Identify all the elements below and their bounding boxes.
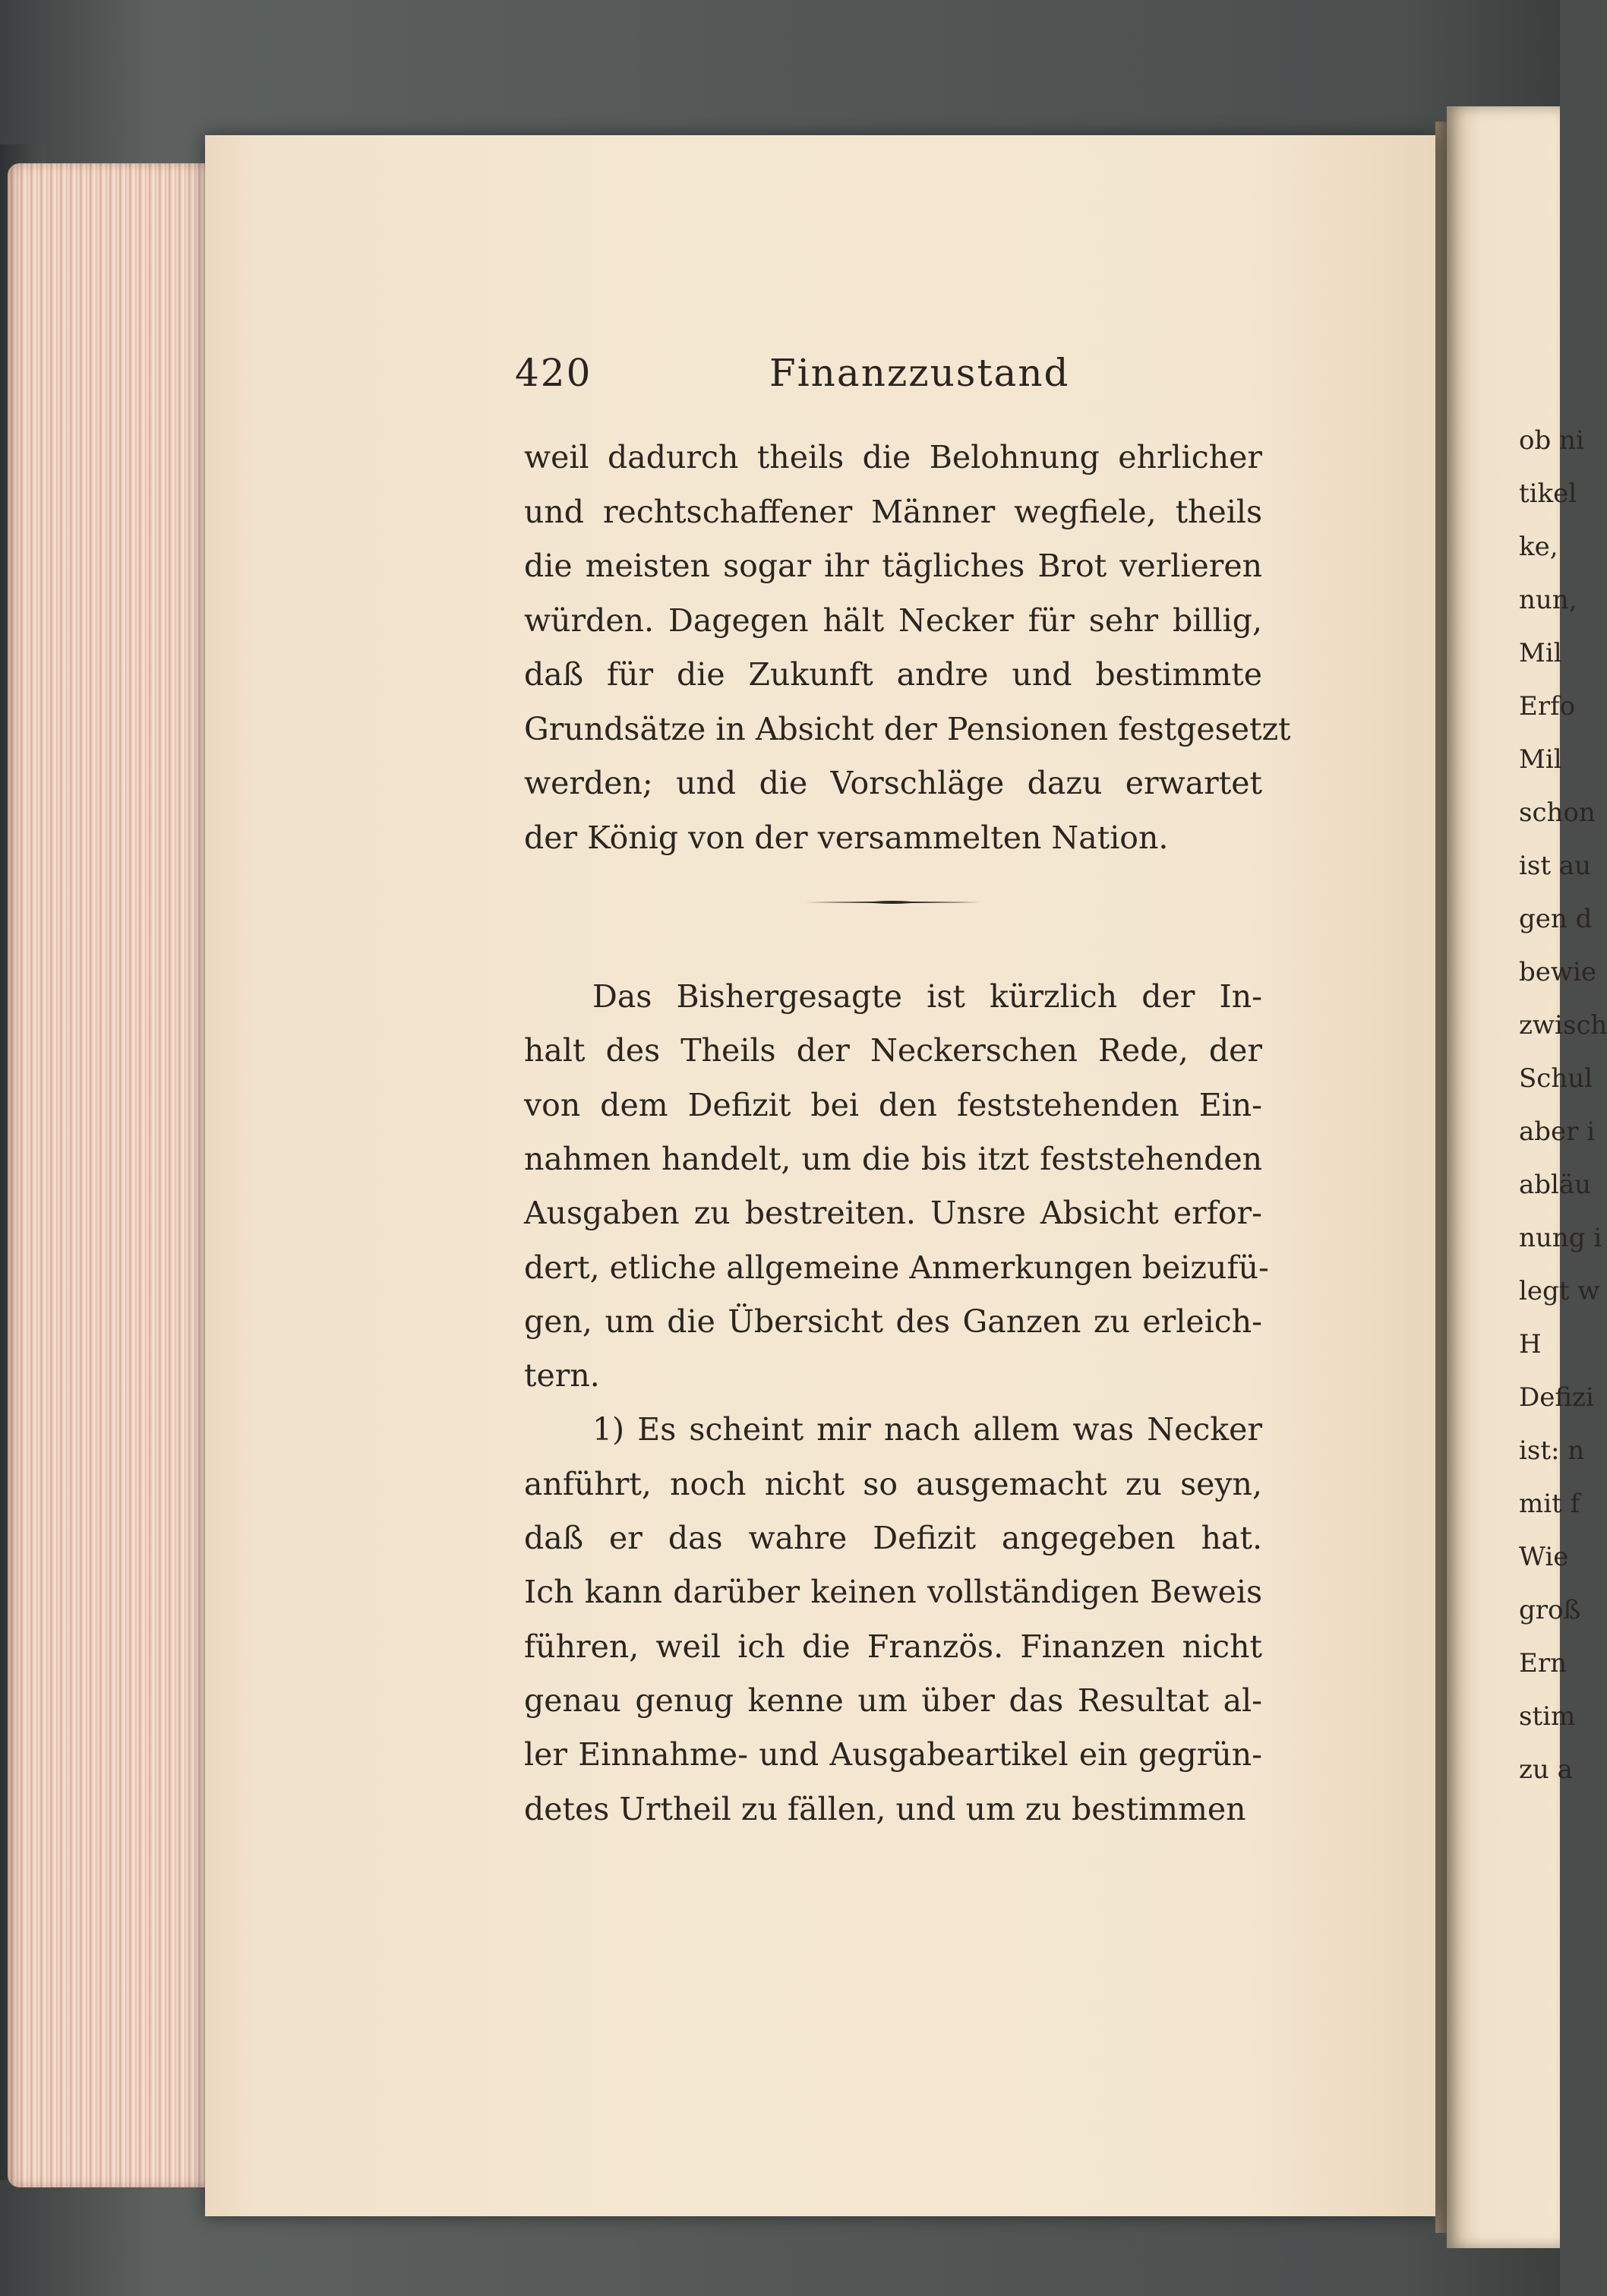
text-line: genau genug kenne um über das Resultat al- [524,1682,1262,1719]
facing-page-fragment: abläu [1519,1170,1592,1200]
facing-page-fragment: zu a [1519,1754,1573,1785]
text-line: weil dadurch theils die Belohnung ehrlicher [524,439,1262,475]
text-line: anführt, noch nicht so ausgemacht zu seyn, [524,1465,1262,1502]
facing-page-fragment: mit f [1519,1489,1580,1519]
text-line: Ausgaben zu bestreiten. Unsre Absicht erfor- [524,1195,1262,1232]
facing-page-fragment: groß [1519,1595,1581,1625]
text-line: detes Urtheil zu fällen, und um zu bestimmen [524,1790,1246,1827]
text-line: würden. Dagegen hält Necker für sehr billig, [524,602,1262,639]
facing-page-fragment: gen d [1519,904,1593,934]
text-line: halt des Theils der Neckerschen Rede, der [524,1032,1262,1069]
text-line: 1) Es scheint mir nach allem was Necker [592,1411,1262,1448]
facing-page-fragment: tikel [1519,478,1577,509]
facing-page-fragment: Defizi [1519,1382,1594,1413]
facing-page-fragment: ke, [1519,532,1558,562]
facing-page-fragment: Erfo [1519,691,1576,722]
text-line: werden; und die Vorschläge dazu erwartet [524,765,1262,801]
text-line: ler Einnahme- und Ausgabeartikel ein gegrün- [524,1736,1262,1773]
facing-page-fragment: Wie [1519,1542,1569,1572]
text-line: dert, etliche allgemeine Anmerkungen beizufü- [524,1249,1269,1286]
text-line: daß er das wahre Defizit angegeben hat. [524,1520,1262,1556]
facing-page-fragment: H [1519,1329,1542,1360]
running-title: Finanzzustand [769,351,1070,395]
text-line: führen, weil ich die Französ. Finanzen nicht [524,1628,1262,1665]
facing-page-fragment: schon [1519,797,1596,828]
facing-page-fragment: Mil [1519,638,1562,668]
running-head [515,351,1274,404]
text-line: nahmen handelt, um die bis itzt feststehenden [524,1140,1262,1177]
text-line: tern. [524,1357,600,1394]
facing-page-fragment: ist: n [1519,1435,1585,1466]
text-line: Das Bishergesagte ist kürzlich der In- [592,978,1262,1015]
facing-page-fragment: ist au [1519,851,1591,881]
facing-page-fragment: ob ni [1519,425,1584,456]
text-line: gen, um die Übersicht des Ganzen zu erleich- [524,1303,1262,1340]
page-number: 420 [515,351,592,395]
facing-page-fragment: nung i [1519,1223,1602,1253]
facing-page-fragment: nun, [1519,585,1577,615]
text-line: Grundsätze in Absicht der Pensionen festgesetzt [524,710,1291,747]
text-line: der König von der versammelten Nation. [524,819,1169,856]
facing-page-fragment: Ern [1519,1648,1567,1679]
facing-page-fragment: zwisch [1519,1010,1607,1041]
facing-page-fragment: Schul [1519,1063,1593,1094]
text-line: daß für die Zukunft andre und bestimmte [524,656,1262,693]
facing-page-fragment: aber i [1519,1116,1596,1147]
page-edges [8,163,235,2187]
facing-page-fragment: bewie [1519,957,1596,987]
text-line: und rechtschaffener Männer wegfiele, theils [524,493,1262,530]
facing-page-fragment: legt w [1519,1276,1600,1306]
facing-page-fragment: stim [1519,1701,1576,1732]
text-line: von dem Defizit bei den feststehenden Ein- [524,1086,1262,1123]
text-line: die meisten sogar ihr tägliches Brot verlieren [524,548,1262,584]
facing-page-fragment: Mil [1519,744,1562,775]
text-line: Ich kann darüber keinen vollständigen Beweis [524,1574,1262,1611]
section-divider [805,900,980,905]
